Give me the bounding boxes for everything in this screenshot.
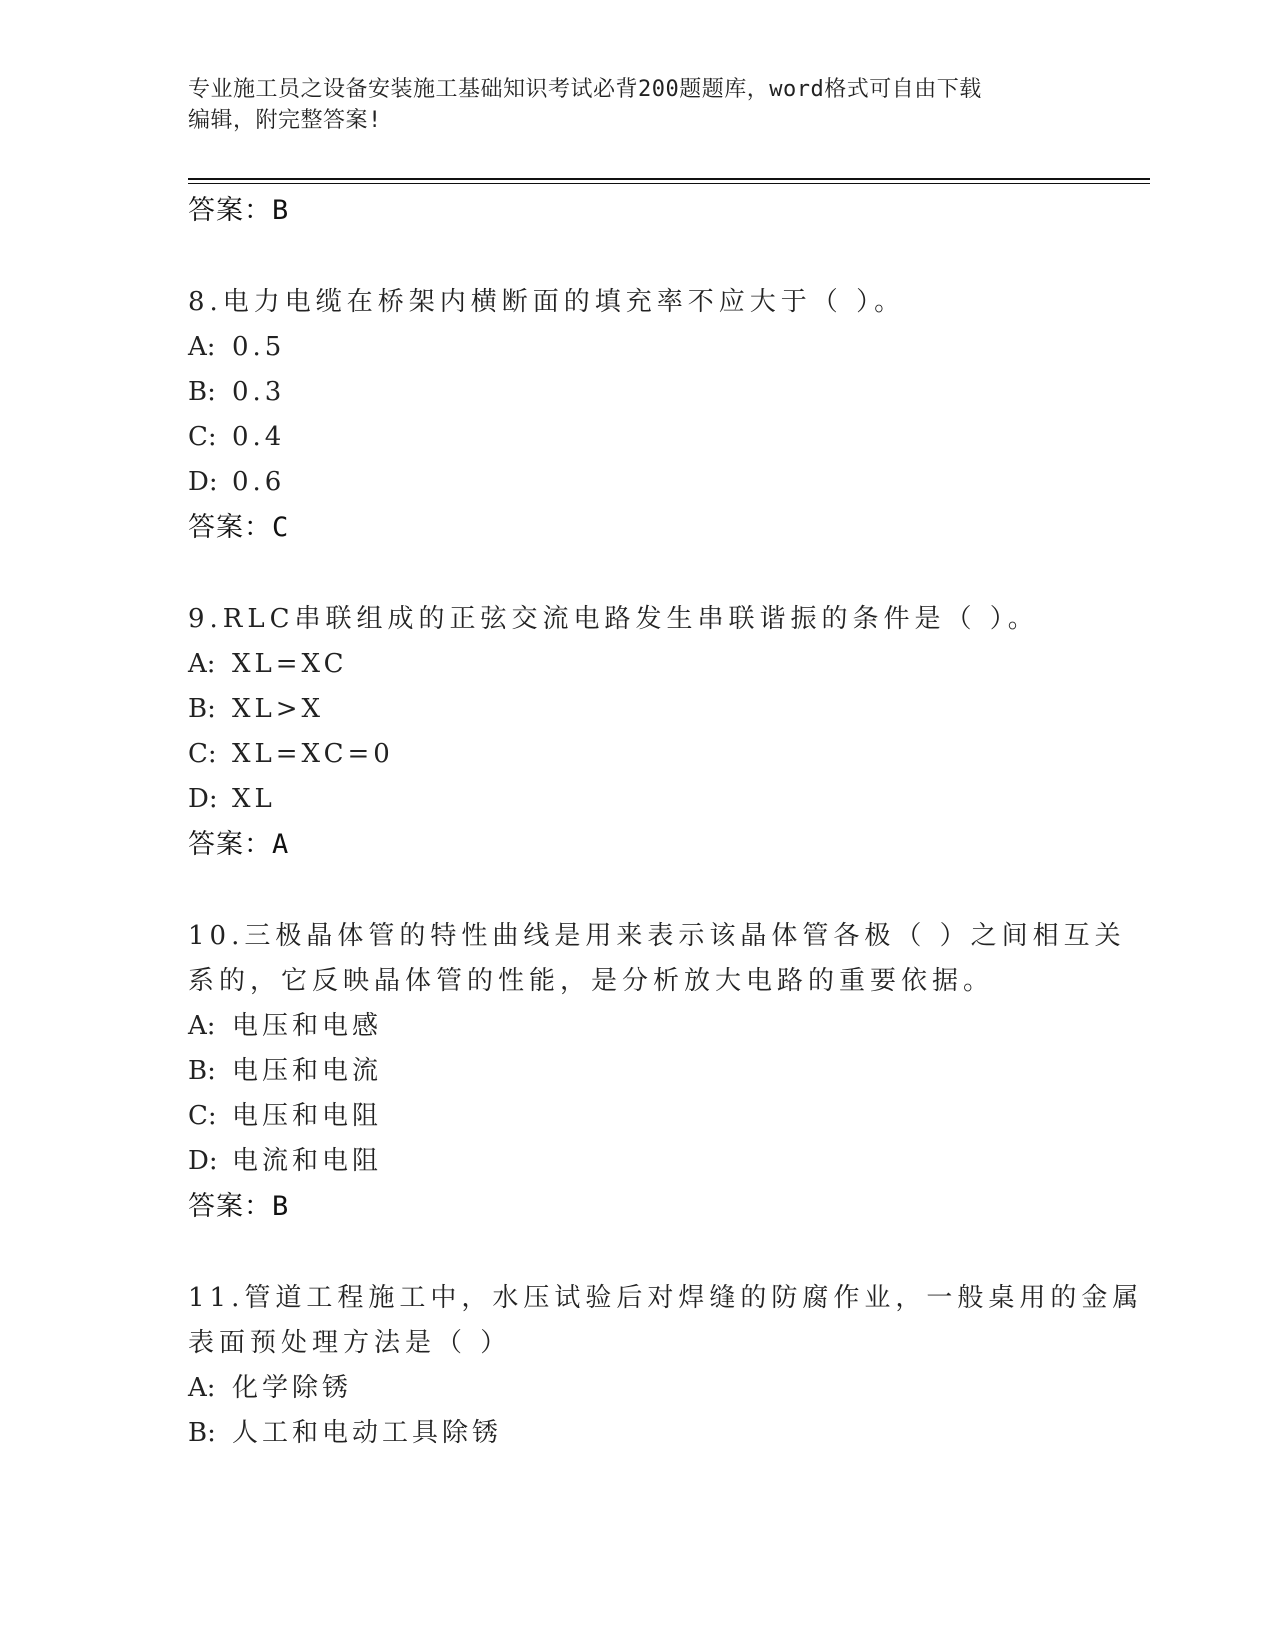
option-b (188, 1049, 1088, 1094)
option-text: 电压和电感 (232, 1011, 383, 1041)
option-b (188, 370, 1088, 415)
answer-prefix: 答案： (188, 1191, 272, 1222)
option-d (188, 1139, 1088, 1184)
option-a (188, 1004, 1088, 1049)
question-8 (188, 280, 1088, 325)
option-key: C: (188, 422, 217, 452)
question-text: 系的，它反映晶体管的性能，是分析放大电路的重要依据。 (188, 966, 995, 996)
answer-value: A (272, 829, 290, 860)
option-text: 0.3 (232, 377, 286, 407)
option-a (188, 1366, 1088, 1411)
option-text: XL>X (232, 694, 325, 724)
question-9 (188, 597, 1088, 642)
option-text: XL (232, 784, 276, 814)
answer-prefix: 答案： (188, 195, 272, 226)
option-key: B: (188, 1418, 216, 1448)
option-b (188, 1411, 1088, 1456)
option-a (188, 642, 1088, 687)
option-b (188, 687, 1088, 732)
spacer (188, 551, 1088, 597)
spacer (188, 234, 1088, 280)
option-text: XL=XC (232, 649, 348, 679)
option-key: B: (188, 377, 216, 407)
question-text: 表面预处理方法是（ ） (188, 1328, 512, 1358)
option-text: 电压和电流 (232, 1056, 383, 1086)
document-header (188, 74, 1068, 136)
question-11 (188, 1276, 1144, 1366)
header-divider-thin (188, 183, 1150, 184)
option-key: C: (188, 739, 217, 769)
option-text: 0.4 (232, 422, 286, 452)
option-text: 人工和电动工具除锈 (232, 1418, 503, 1448)
answer-prefix: 答案： (188, 829, 272, 860)
option-key: A: (188, 1011, 216, 1041)
option-c (188, 415, 1088, 460)
question-text: 9.RLC串联组成的正弦交流电路发生串联谐振的条件是（ ）。 (188, 604, 1039, 634)
option-d (188, 777, 1088, 822)
header-divider-thick (188, 178, 1150, 180)
question-text: 8.电力电缆在桥架内横断面的填充率不应大于（ ）。 (188, 287, 906, 317)
header-line-1: 专业施工员之设备安装施工基础知识考试必背200题题库，word格式可自由下载 (188, 77, 982, 102)
option-key: D: (188, 467, 218, 497)
option-text: 0.5 (232, 332, 286, 362)
option-key: B: (188, 694, 216, 724)
option-key: C: (188, 1101, 217, 1131)
option-key: D: (188, 1146, 218, 1176)
option-text: 电流和电阻 (232, 1146, 383, 1176)
option-key: D: (188, 784, 218, 814)
option-key: A: (188, 332, 216, 362)
option-c (188, 732, 1088, 777)
option-text: 电压和电阻 (232, 1101, 383, 1131)
answer-value: B (272, 1191, 290, 1222)
option-key: B: (188, 1056, 216, 1086)
option-d (188, 460, 1088, 505)
option-a (188, 325, 1088, 370)
answer-line (188, 188, 1088, 234)
option-key: A: (188, 1373, 216, 1403)
spacer (188, 868, 1088, 914)
answer-line (188, 505, 1088, 551)
spacer (188, 1230, 1088, 1276)
option-text: XL=XC=0 (232, 739, 394, 769)
question-text: 11.管道工程施工中，水压试验后对焊缝的防腐作业，一般桌用的金属 (188, 1283, 1144, 1313)
option-text: 化学除锈 (232, 1373, 353, 1403)
header-line-2: 编辑，附完整答案! (188, 108, 382, 133)
question-text: 10.三极晶体管的特性曲线是用来表示该晶体管各极（ ）之间相互关 (188, 921, 1126, 951)
question-content (188, 188, 1144, 1456)
question-10 (188, 914, 1126, 1004)
answer-line (188, 1184, 1088, 1230)
answer-value: C (272, 512, 290, 543)
option-key: A: (188, 649, 216, 679)
answer-prefix: 答案： (188, 512, 272, 543)
answer-line (188, 822, 1088, 868)
answer-value: B (272, 195, 290, 226)
option-c (188, 1094, 1088, 1139)
option-text: 0.6 (232, 467, 286, 497)
